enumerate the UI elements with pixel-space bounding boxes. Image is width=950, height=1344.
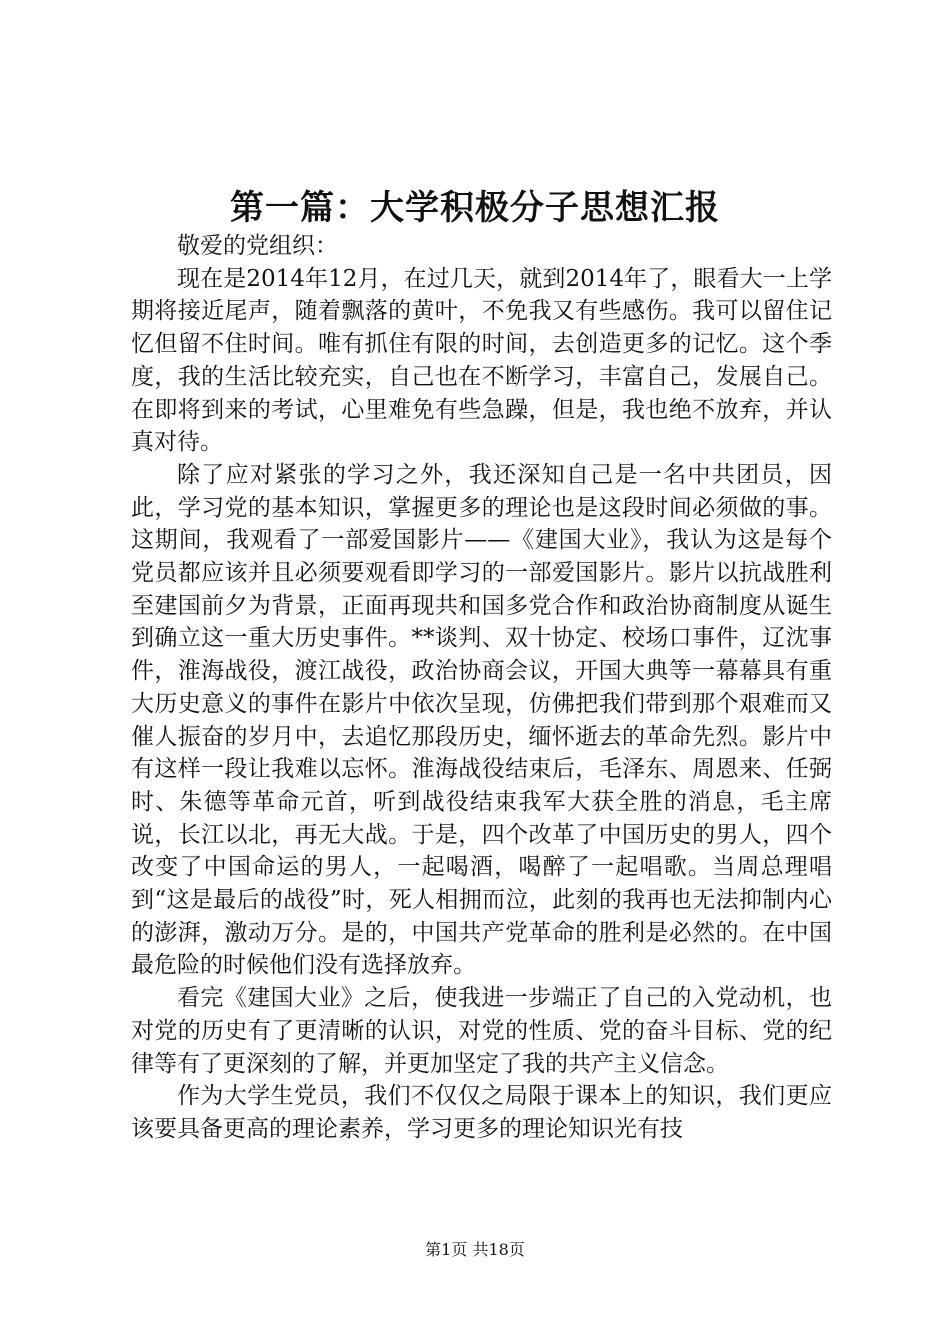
document-title: 第一篇：大学积极分子思想汇报 (230, 188, 720, 228)
paragraph: 现在是2014年12月，在过几天，就到2014年了，眼看大一上学期将接近尾声，随着飘落的黄叶，不免我又有些感伤。我可以留住记忆但留不住时间。唯有抓住有限的时间，去创造更多的记忆。这个季度，我的生活比较充实，自己也在不断学习，丰富自己，发展自己。在即将到来的考试，心里难免有些急躁，但是，我也绝不放弃，并认真对待。 (131, 265, 832, 456)
paragraph: 作为大学生党员，我们不仅仅之局限于课本上的知识，我们更应该要具备更高的理论素养，学习更多的理论知识光有技 (131, 1083, 832, 1142)
paragraph: 除了应对紧张的学习之外，我还深知自己是一名中共团员，因此，学习党的基本知识，掌握更多的理论也是这段时间必须做的事。这期间，我观看了一部爱国影片——《建国大业》，我认为这是每个党员都应该并且必须要观看即学习的一部爱国影片。影片以抗战胜利至建国前夕为背景，正面再现共和国多党合作和政治协商制度从诞生到确立这一重大历史事件。**谈判、双十协定、校场口事件，辽沈事件，淮海战役，渡江战役，政治协商会议，开国大典等一幕幕具有重大历史意义的事件在影片中依次呈现，仿佛把我们带到那个艰难而又催人振奋的岁月中，去追忆那段历史，缅怀逝去的革命先烈。影片中有这样一段让我难以忘怀。淮海战役结束后，毛泽东、周恩来、任弼时、朱德等革命元首，听到战役结束我军大获全胜的消息，毛主席说，长江以北，再无大战。于是，四个改革了中国历史的男人，四个改变了中国命运的男人，一起喝酒，喝醉了一起唱歌。当周总理唱到“这是最后的战役”时，死人相拥而泣，此刻的我再也无法抑制内心的澎湃，激动万分。是的，中国共产党革命的胜利是必然的。在中国最危险的时候他们没有选择放弃。 (131, 461, 832, 979)
page-number-footer: 第1页 共18页 (425, 1240, 525, 1259)
document-body (131, 230, 832, 1146)
salutation: 敬爱的党组织： (177, 233, 338, 259)
paragraph: 看完《建国大业》之后，使我进一步端正了自己的入党动机，也对党的历史有了更清晰的认识，对党的性质、党的奋斗目标、党的纪律等有了更深刻的了解，并更加坚定了我的共产主义信念。 (131, 985, 832, 1077)
